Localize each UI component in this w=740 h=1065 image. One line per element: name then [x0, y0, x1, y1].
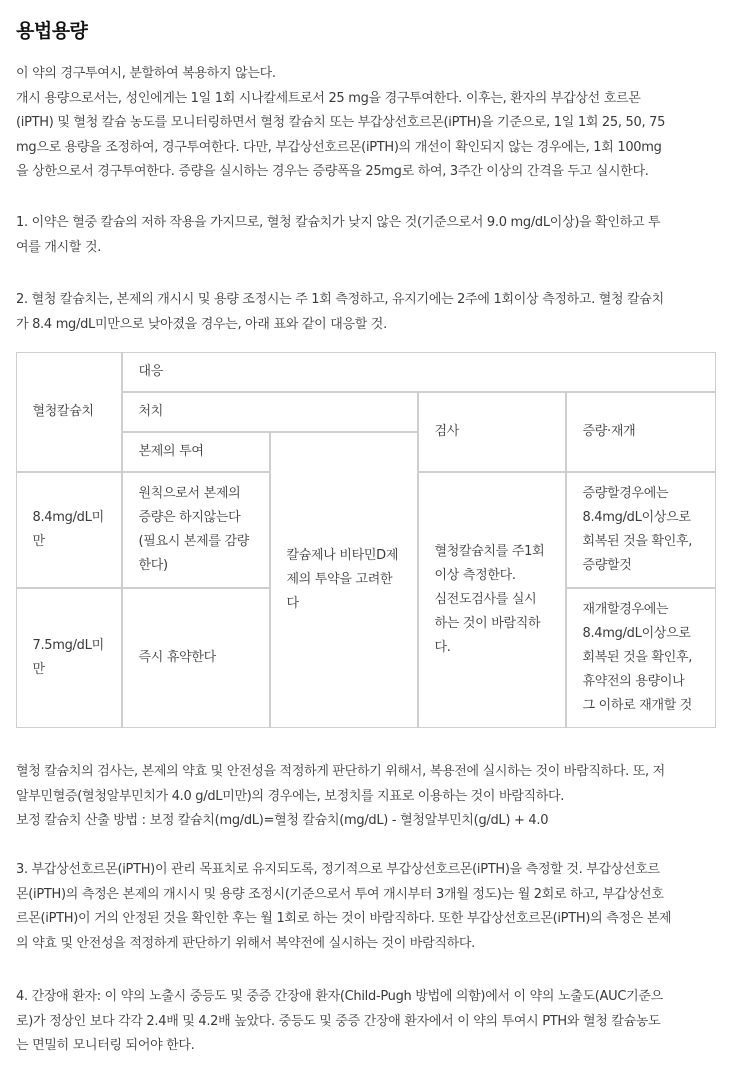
- text-line: 1. 이약은 혈중 칼슘의 저하 작용을 가지므로, 혈청 칼슘치가 낮지 않은 것(기준으로서 9.0 mg/dL이상)을 확인하고 투: [16, 215, 661, 230]
- text-line: 가 8.4 mg/dL미만으로 낮아졌을 경우는, 아래 표와 같이 대응할 것.: [16, 316, 387, 332]
- header-resume: 증량·재개: [566, 392, 716, 472]
- text-line: 의 약효 및 안전성을 적정하게 판단하기 위해서 복약전에 실시하는 것이 바람직하다.: [16, 935, 475, 951]
- text-line: 4. 간장애 환자: 이 약의 노출시 중등도 및 중증 간장애 환자(Child-Pugh 방법에 의함)에서 이 약의 노출도(AUC기준으: [16, 989, 663, 1004]
- row-2-dosing: 즉시 휴약한다: [122, 588, 270, 728]
- text-line: 이 약의 경구투여시, 분할하여 복용하지 않는다.: [16, 66, 276, 81]
- row-2-resume: 재개할경우에는 8.4mg/dL이상으로 회복된 것을 확인후, 휴약전의 용량이나 그 이하로 재개할 것: [566, 588, 716, 728]
- row-1-level: 8.4mg/dL미 만: [16, 472, 122, 588]
- text-line: mg으로 용량을 조정하여, 경구투여한다. 다만, 부갑상선호르몬(iPTH)의 개선이 확인되지 않는 경우에는, 1회 100mg: [16, 139, 662, 155]
- header-serum-calcium: 혈청칼슘치: [16, 352, 122, 472]
- shared-treatment-cell: 칼슘제나 비타민D제 제의 투약을 고려한 다: [270, 432, 418, 728]
- row-1-resume: 증량할경우에는 8.4mg/dL이상으로 회복된 것을 확인후, 증량할것: [566, 472, 716, 588]
- text-line: 알부민혈증(혈청알부민치가 4.0 g/dL미만)의 경우에는, 보정치를 지표로 이용하는 것이 바람직하다.: [16, 788, 565, 804]
- text-line: 보정 칼슘치 산출 방법 : 보정 칼슘치(mg/dL)=혈청 칼슘치(mg/dL) - 혈청알부민치(g/dL) + 4.0: [16, 813, 549, 828]
- row-2-level: 7.5mg/dL미 만: [16, 588, 122, 728]
- intro-paragraph: [16, 62, 665, 185]
- shared-test-cell: 혈청칼슘치를 주1회 이상 측정한다. 심전도검사를 실시 하는 것이 바람직하 다.: [418, 472, 566, 728]
- text-line: 개시 용량으로서는, 성인에게는 1일 1회 시나칼세트로서 25 mg을 경구투여한다. 이후는, 환자의 부갑상선 호르몬: [16, 90, 641, 106]
- text-line: 여를 개시할 것.: [16, 239, 102, 255]
- header-treatment: 처치: [122, 392, 418, 432]
- header-response: 대응: [122, 352, 716, 392]
- item-2-paragraph: [16, 288, 664, 337]
- text-line: (iPTH) 및 혈청 칼슘 농도를 모니터링하면서 혈청 칼슘치 또는 부갑상선호르몬(iPTH)을 기준으로, 1일 1회 25, 50, 75: [16, 115, 666, 130]
- text-line: 3. 부갑상선호르몬(iPTH)이 관리 목표치로 유지되도록, 정기적으로 부갑상선호르몬(iPTH)을 측정할 것. 부갑상선호르: [16, 862, 660, 877]
- text-line: 르몬(iPTH)이 거의 안정된 것을 확인한 후는 월 1회로 하는 것이 바람직하다. 또한 부갑상선호르몬(iPTH)의 측정은 본제: [16, 911, 672, 926]
- item-4-paragraph: [16, 985, 663, 1059]
- serum-calcium-table: [16, 352, 716, 728]
- text-line: 을 상한으로서 경구투여한다. 증량을 실시하는 경우는 증량폭을 25mg로 하여, 3주간 이상의 간격을 두고 실시한다.: [16, 164, 649, 179]
- text-line: 몬(iPTH)의 측정은 본제의 개시시 및 용량 조정시(기준으로서 투여 개시부터 3개월 정도)는 월 2회로 하고, 부갑상선호: [16, 886, 664, 902]
- item-1-paragraph: [16, 211, 660, 260]
- text-line: 로)가 정상인 보다 각각 2.4배 및 4.2배 높았다. 중등도 및 중증 간장애 환자에서 이 약의 투여시 PTH와 혈청 칼슘농도: [16, 1013, 661, 1029]
- after-table-paragraph: [16, 760, 665, 834]
- text-line: 는 면밀히 모니터링 되어야 한다.: [16, 1038, 195, 1053]
- row-1-dosing: 원칙으로서 본제의 증량은 하지않는다 (필요시 본제를 감량 한다): [122, 472, 270, 588]
- item-3-paragraph: [16, 858, 671, 956]
- header-test: 검사: [418, 392, 566, 472]
- header-dosing: 본제의 투여: [122, 432, 270, 472]
- text-line: 혈청 칼슘치의 검사는, 본제의 약효 및 안전성을 적정하게 판단하기 위해서, 복용전에 실시하는 것이 바람직하다. 또, 저: [16, 764, 665, 779]
- section-title: 용법용량: [16, 20, 88, 42]
- text-line: 2. 혈청 칼슘치는, 본제의 개시시 및 용량 조정시는 주 1회 측정하고, 유지기에는 2주에 1회이상 측정하고. 혈청 칼슘치: [16, 292, 664, 307]
